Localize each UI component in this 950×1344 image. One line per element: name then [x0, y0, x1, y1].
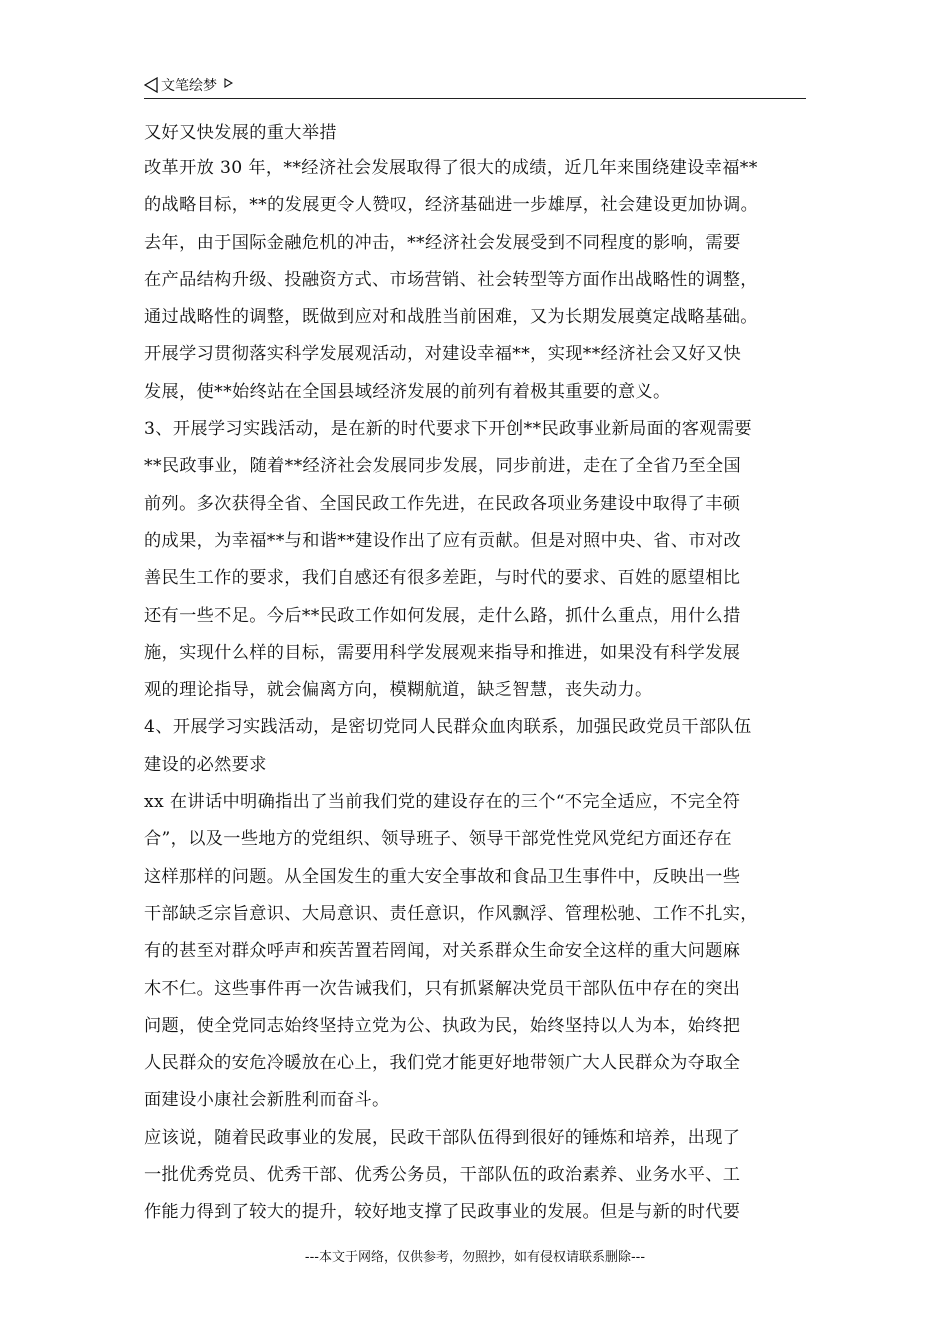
text-line: **民政事业，随着**经济社会发展同步发展，同步前进，走在了全省乃至全国 [144, 456, 741, 477]
text-line: 作能力得到了较大的提升，较好地支撑了民政事业的发展。但是与新的时代要 [144, 1202, 741, 1223]
text-line: 建设的必然要求 [144, 754, 267, 775]
text-line: 一批优秀党员、优秀干部、优秀公务员，干部队伍的政治素养、业务水平、工 [144, 1165, 741, 1186]
text-line: 在产品结构升级、投融资方式、市场营销、社会转型等方面作出战略性的调整， [144, 269, 758, 290]
text-line: 改革开放 30 年，**经济社会发展取得了很大的成绩，近几年来围绕建设幸福** [144, 158, 758, 178]
text-line: 前列。多次获得全省、全国民政工作先进，在民政各项业务建设中取得了丰硕 [144, 493, 741, 514]
text-line: 的战略目标，**的发展更令人赞叹，经济基础进一步雄厚，社会建设更加协调。 [144, 195, 759, 216]
text-line: 4、开展学习实践活动，是密切党同人民群众血肉联系，加强民政党员干部队伍 [144, 717, 752, 738]
text-line: 通过战略性的调整，既做到应对和战胜当前困难，又为长期发展奠定战略基础。 [144, 307, 758, 328]
text-line: 有的甚至对群众呼声和疾苦置若罔闻，对关系群众生命安全这样的重大问题麻 [144, 941, 741, 962]
text-line: 问题，使全党同志始终坚持立党为公、执政为民，始终坚持以人为本，始终把 [144, 1015, 741, 1036]
text-line: 观的理论指导，就会偏离方向，模糊航道，缺乏智慧，丧失动力。 [144, 680, 653, 701]
text-line: xx 在讲话中明确指出了当前我们党的建设存在的三个“不完全适应，不完全符 [144, 792, 741, 813]
text-line: 面建设小康社会新胜利而奋斗。 [144, 1090, 390, 1111]
section-heading: 又好又快发展的重大举措 [144, 123, 337, 143]
brand-text: 文笔绘梦 [161, 78, 217, 94]
text-line: 去年，由于国际金融危机的冲击，**经济社会发展受到不同程度的影响，需要 [144, 232, 741, 253]
text-line: 施，实现什么样的目标，需要用科学发展观来指导和推进，如果没有科学发展 [144, 642, 741, 663]
brand [144, 75, 233, 95]
body-text [144, 116, 808, 1232]
text-line: 发展，使**始终站在全国县域经济发展的前列有着极其重要的意义。 [144, 381, 671, 402]
text-line: 干部缺乏宗旨意识、大局意识、责任意识，作风飘浮、管理松驰、工作不扎实， [144, 903, 758, 924]
triangle-right-icon [224, 78, 233, 88]
text-line: 合”，以及一些地方的党组织、领导班子、领导干部党性党风党纪方面还存在 [144, 829, 732, 850]
text-line: 应该说，随着民政事业的发展，民政干部队伍得到很好的锤炼和培养，出现了 [144, 1127, 741, 1148]
triangle-left-icon [144, 77, 158, 93]
text-line: 3、开展学习实践活动，是在新的时代要求下开创**民政事业新局面的客观需要 [144, 419, 752, 440]
text-line: 善民生工作的要求，我们自感还有很多差距，与时代的要求、百姓的愿望相比 [144, 568, 741, 589]
text-line: 开展学习贯彻落实科学发展观活动，对建设幸福**，实现**经济社会又好又快 [144, 344, 741, 365]
footer-disclaimer: ---本文于网络，仅供参考，勿照抄，如有侵权请联系删除--- [304, 1250, 646, 1265]
text-line: 的成果，为幸福**与和谐**建设作出了应有贡献。但是对照中央、省、市对改 [144, 530, 741, 551]
page-header [144, 72, 806, 99]
text-line: 木不仁。这些事件再一次告诫我们，只有抓紧解决党员干部队伍中存在的突出 [144, 978, 741, 999]
text-line: 还有一些不足。今后**民政工作如何发展，走什么路，抓什么重点，用什么措 [144, 605, 741, 626]
text-line: 这样那样的问题。从全国发生的重大安全事故和食品卫生事件中，反映出一些 [144, 866, 741, 887]
text-line: 人民群众的安危冷暖放在心上，我们党才能更好地带领广大人民群众为夺取全 [144, 1053, 741, 1074]
